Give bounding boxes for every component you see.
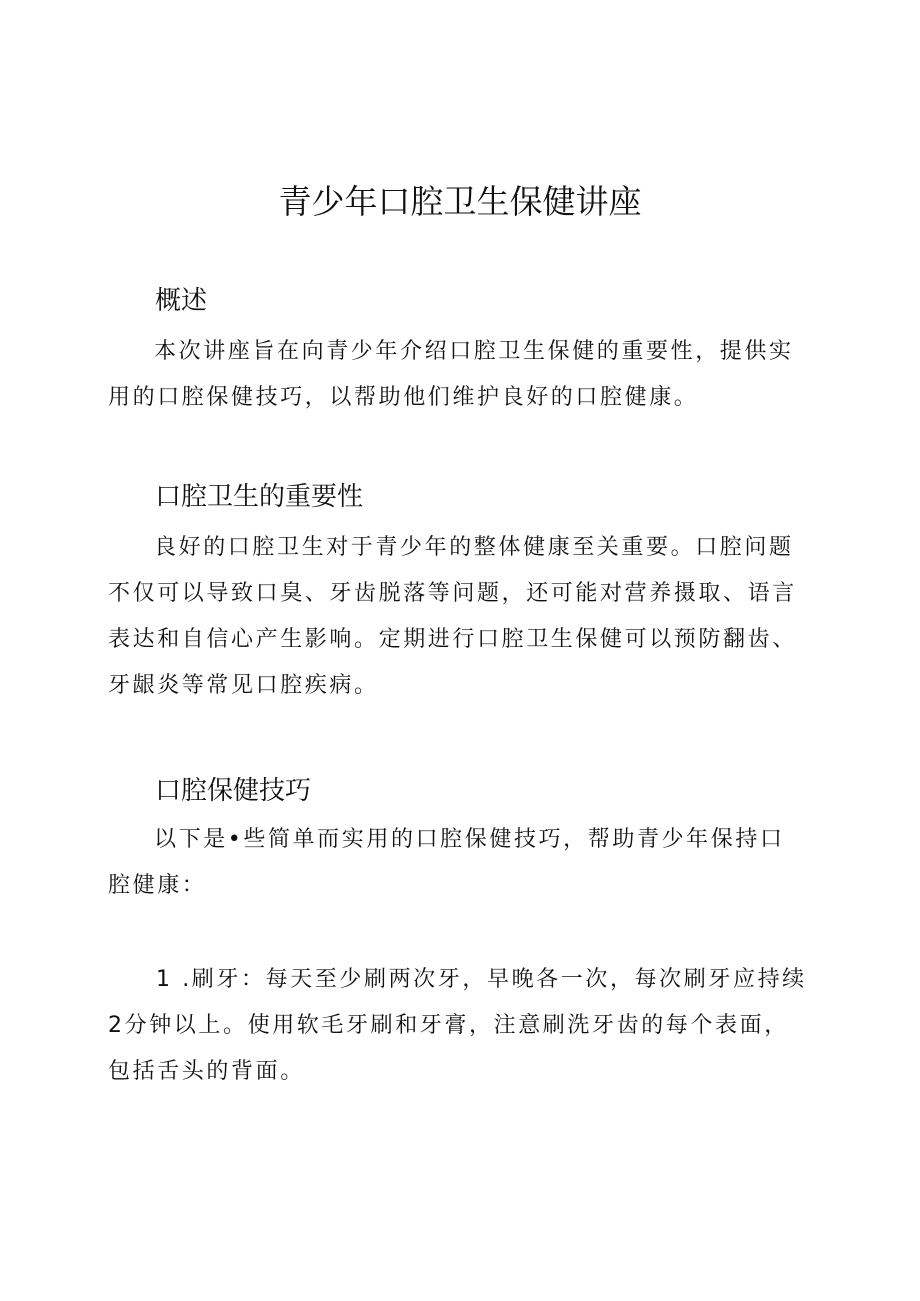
- section-paragraph-importance: 良好的口腔卫生对于青少年的整体健康至关重要。口腔问题不仅可以导致口臭、牙齿脱落等问题，还可能对营养摄取、语言表达和自信心产生影响。定期进行口腔卫生保健可以预防翻齿、牙龈炎等常见口腔疾病。: [108, 535, 797, 698]
- document-title: 青少年口腔卫生保健讲座: [278, 182, 642, 221]
- section-heading-importance: 口腔卫生的重要性: [155, 482, 364, 512]
- section-paragraph-overview: 本次讲座旨在向青少年介绍口腔卫生保健的重要性，提供实用的口腔保健技巧，以帮助他们维护良好的口腔健康。: [108, 339, 794, 410]
- section-heading-tips: 口腔保健技巧: [155, 776, 312, 806]
- section-paragraph-tips: 以下是•些简单而实用的口腔保健技巧，帮助青少年保持口腔健康：: [108, 827, 785, 898]
- section-heading-overview: 概述: [155, 286, 208, 316]
- tip-list-item-brushing: 1 .刷牙：每天至少刷两次牙，早晚各一次，每次刷牙应持续2分钟以上。使用软毛牙刷和牙膏，注意刷洗牙齿的每个表面，包括舌头的背面。: [108, 967, 807, 1084]
